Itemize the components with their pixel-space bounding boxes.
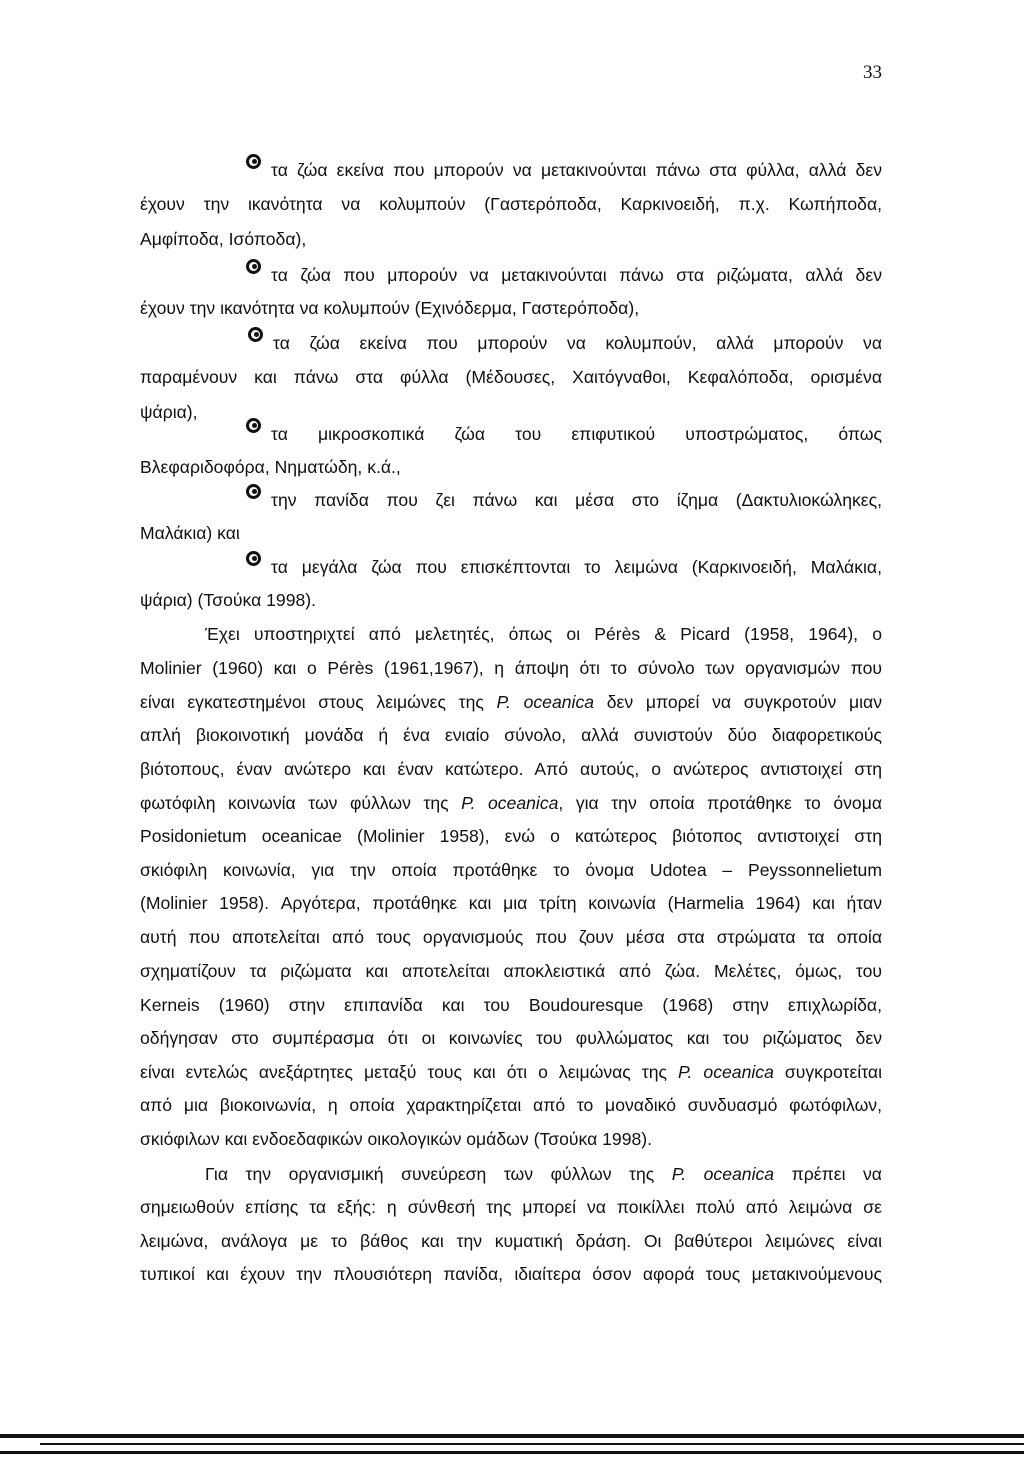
bullet-item-6 bbox=[246, 551, 882, 584]
text-span: συγκροτείται bbox=[773, 1062, 882, 1082]
paragraph-line: από μια βιοκοινωνία, η οποία χαρακτηρίζεται από το μοναδικό συνδυασμό φωτόφιλων, bbox=[140, 1095, 882, 1115]
paragraph-line: οδήγησαν στο συμπέρασμα ότι οι κοινωνίες του φυλλώματος και του ριζώματος δεν bbox=[140, 1028, 882, 1048]
text-span: φωτόφιλη κοινωνία των φύλλων της bbox=[140, 793, 462, 813]
paragraph-line: Molinier (1960) και ο Pérès (1961,1967), η άποψη ότι το σύνολο των οργανισμών που bbox=[140, 658, 882, 678]
paragraph-line: σχηματίζουν τα ριζώματα και αποτελείται αποκλειστικά από ζώα. Μελέτες, όμως, του bbox=[140, 961, 882, 981]
paragraph-line bbox=[205, 1158, 882, 1191]
text-span: Για την οργανισμική συνεύρεση των φύλλων της bbox=[205, 1164, 672, 1184]
bullet-item-2 bbox=[246, 259, 882, 292]
bullet-text: τα ζώα που μπορούν να μετακινούνται πάνω στα ριζώματα, αλλά δεν bbox=[271, 265, 882, 285]
bullet-icon bbox=[246, 259, 261, 274]
bullet-item-2-cont: έχουν την ικανότητα να κολυμπούν (Εχινόδερμα, Γαστερόποδα), bbox=[140, 298, 640, 318]
bullet-text: τα ζώα εκείνα που μπορούν να μετακινούνται πάνω στα φύλλα, αλλά δεν bbox=[271, 160, 882, 180]
bullet-item-3 bbox=[248, 327, 882, 360]
bullet-text: τα μικροσκοπικά ζώα του επιφυτικού υποστρώματος, όπως bbox=[271, 424, 882, 444]
bullet-text: την πανίδα που ζει πάνω και μέσα στο ίζημα (Δακτυλιοκώληκες, bbox=[271, 490, 882, 510]
paragraph-line: Kerneis (1960) στην επιπανίδα και του Boudouresque (1968) στην επιχλωρίδα, bbox=[140, 995, 882, 1015]
bullet-icon bbox=[246, 418, 261, 433]
paragraph-line: τυπικοί και έχουν την πλουσιότερη πανίδα, ιδιαίτερα όσον αφορά τους μετακινούμενους bbox=[140, 1264, 882, 1284]
bullet-icon bbox=[246, 154, 261, 169]
page-number: 33 bbox=[863, 62, 882, 83]
bullet-item-5-cont: Μαλάκια) και bbox=[140, 523, 240, 543]
scan-border-line bbox=[0, 1434, 1024, 1438]
paragraph-line: αυτή που αποτελείται από τους οργανισμούς που ζουν μέσα στα στρώματα τα οποία bbox=[140, 927, 882, 947]
bullet-item-4 bbox=[246, 418, 882, 451]
paragraph-line: λειμώνα, ανάλογα με το βάθος και την κυματική δράση. Οι βαθύτεροι λειμώνες είναι bbox=[140, 1231, 882, 1251]
species-name: P. oceanica bbox=[461, 793, 559, 813]
text-span: είναι εντελώς ανεξάρτητες μεταξύ τους και ότι ο λειμώνας της bbox=[140, 1062, 679, 1082]
bullet-icon bbox=[246, 551, 261, 566]
bullet-icon bbox=[248, 327, 263, 342]
text-span: πρέπει να bbox=[774, 1164, 882, 1184]
paragraph-line bbox=[140, 686, 882, 719]
paragraph-line: Έχει υποστηριχτεί από μελετητές, όπως οι Pérès & Picard (1958, 1964), ο bbox=[205, 624, 882, 644]
text-span: , για την οποία προτάθηκε το όνομα bbox=[558, 793, 883, 813]
species-name: P. oceanica bbox=[671, 1164, 775, 1184]
paragraph-line: σκιόφιλη κοινωνία, για την οποία προτάθηκε το όνομα Udotea – Peyssonnelietum bbox=[140, 860, 882, 880]
paragraph-line: βιότοπους, έναν ανώτερο και έναν κατώτερο. Από αυτούς, ο ανώτερος αντιστοιχεί στη bbox=[140, 759, 882, 779]
paragraph-line: απλή βιοκοινοτική μονάδα ή ένα ενιαίο σύνολο, αλλά συνιστούν δύο διαφορετικούς bbox=[140, 725, 882, 745]
paragraph-line bbox=[140, 1056, 882, 1089]
bullet-item-1 bbox=[246, 154, 882, 187]
text-span: δεν μπορεί να συγκροτούν μιαν bbox=[594, 692, 883, 712]
bullet-item-5 bbox=[246, 484, 882, 517]
paragraph-line: Posidonietum oceanicae (Molinier 1958), ενώ ο κατώτερος βιότοπος αντιστοιχεί στη bbox=[140, 826, 882, 846]
paragraph-line: σημειωθούν επίσης τα εξής: η σύνθεσή της μπορεί να ποικίλλει πολύ από λειμώνα σε bbox=[140, 1197, 882, 1217]
bullet-text: τα ζώα εκείνα που μπορούν να κολυμπούν, αλλά μπορούν να bbox=[273, 333, 882, 353]
bullet-item-1-cont: έχουν την ικανότητα να κολυμπούν (Γαστερόποδα, Καρκινοειδή, π.χ. Κωπήποδα, bbox=[140, 194, 882, 214]
species-name: P. oceanica bbox=[678, 1062, 774, 1082]
paragraph-line: σκιόφιλων και ενδοεδαφικών οικολογικών ομάδων (Τσούκα 1998). bbox=[140, 1129, 653, 1149]
bullet-icon bbox=[246, 484, 261, 499]
scan-border-line bbox=[40, 1443, 1024, 1445]
bullet-text: τα μεγάλα ζώα που επισκέπτονται το λειμώνα (Καρκινοειδή, Μαλάκια, bbox=[271, 557, 882, 577]
paragraph-line bbox=[140, 787, 882, 820]
bullet-item-3-cont: ψάρια), bbox=[140, 402, 198, 422]
bullet-item-3-cont: παραμένουν και πάνω στα φύλλα (Μέδουσες, Χαιτόγναθοι, Κεφαλόποδα, ορισμένα bbox=[140, 367, 882, 387]
species-name: P. oceanica bbox=[496, 692, 595, 712]
paragraph-line: (Molinier 1958). Αργότερα, προτάθηκε και μια τρίτη κοινωνία (Harmelia 1964) και ήταν bbox=[140, 893, 882, 913]
bullet-item-1-cont: Αμφίποδα, Ισόποδα), bbox=[140, 229, 307, 249]
bullet-item-4-cont: Βλεφαριδοφόρα, Νηματώδη, κ.ά., bbox=[140, 457, 401, 477]
scan-border-line bbox=[0, 1451, 1024, 1454]
text-span: είναι εγκατεστημένοι στους λειμώνες της bbox=[140, 692, 497, 712]
bullet-item-6-cont: ψάρια) (Τσούκα 1998). bbox=[140, 590, 317, 610]
